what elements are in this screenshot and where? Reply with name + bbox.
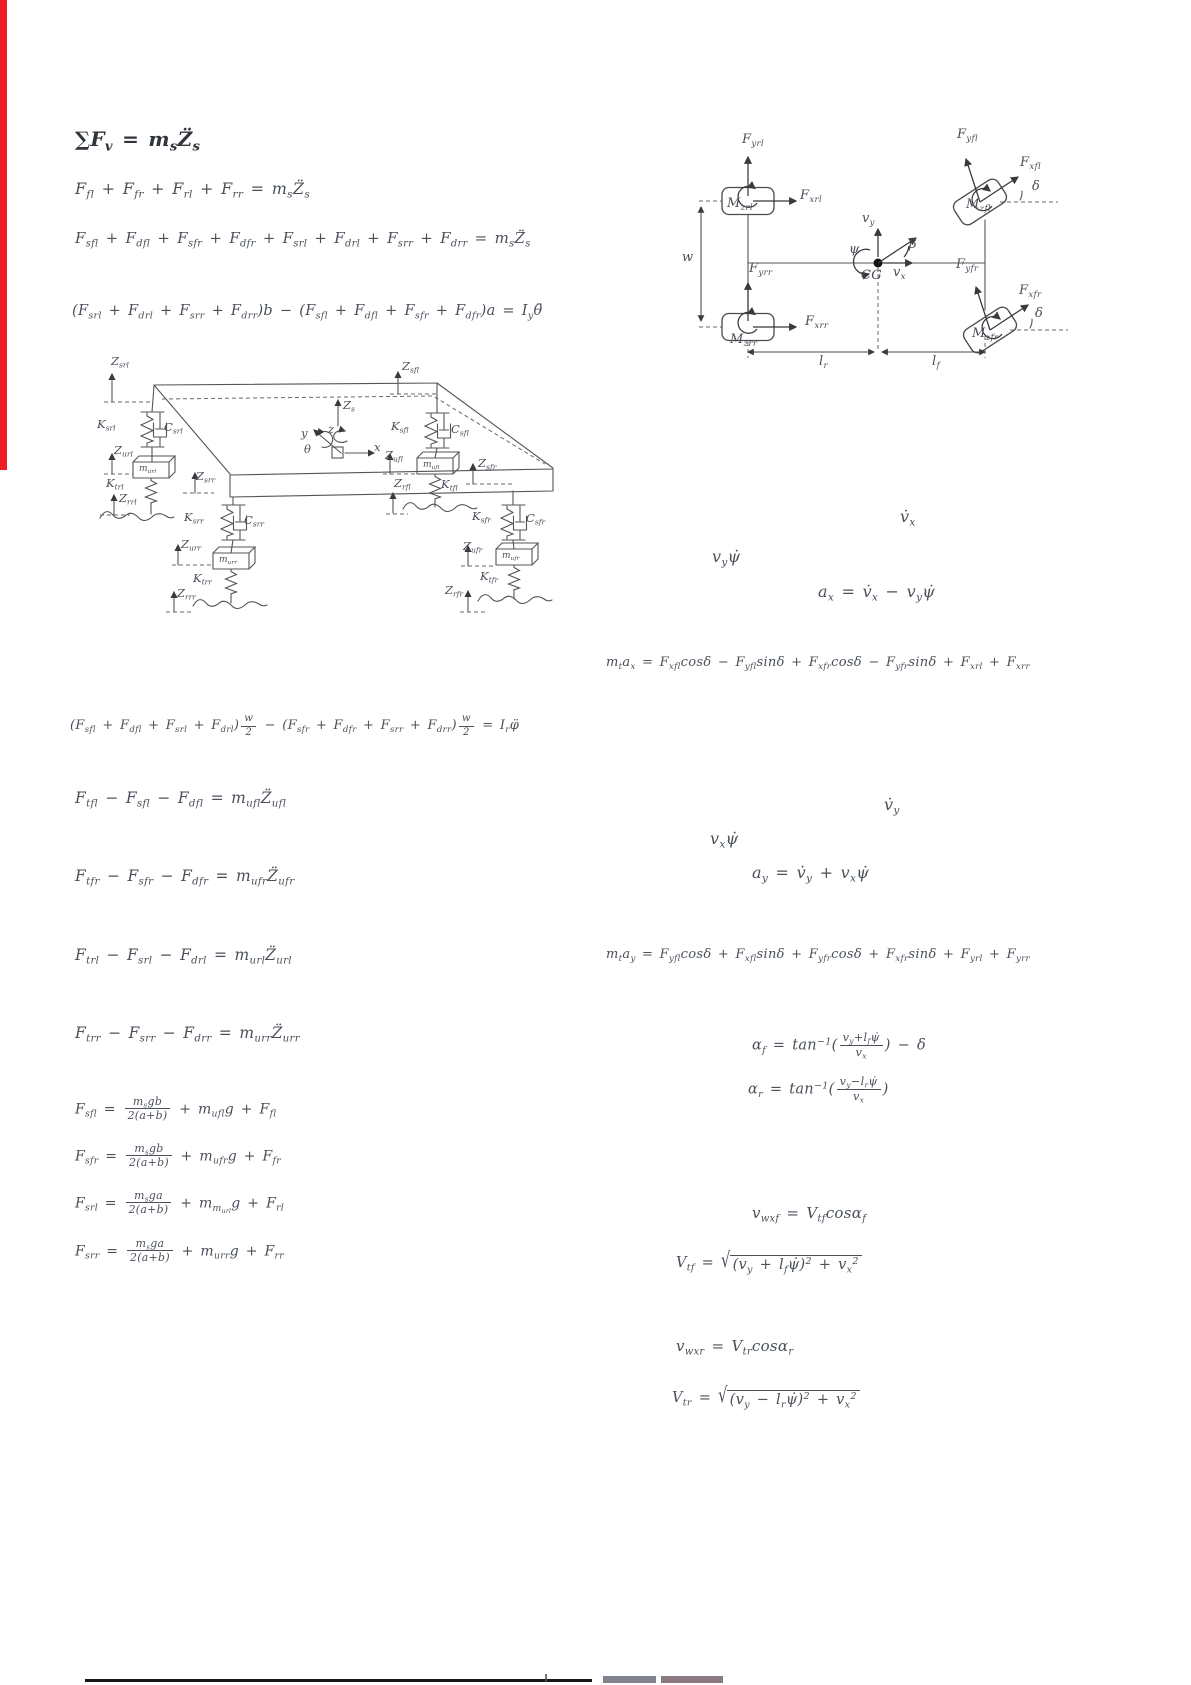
label-zsfl: $Z_{sfl}$ bbox=[402, 359, 419, 375]
eq-vy-dot-term: $v̇_y$ bbox=[884, 795, 900, 817]
eq-corner-forces-sum: $F_{fl} + F_{fr} + F_{rl} + F_{rr}$ = $m_sZ̈_s$ bbox=[75, 179, 311, 201]
label-cg: CG bbox=[861, 268, 882, 283]
footer-artifact bbox=[661, 1676, 723, 1683]
label-beta: β bbox=[909, 237, 917, 252]
label-csfl: $C_{sfl}$ bbox=[451, 422, 469, 438]
label-murr: $m_{urr}$ bbox=[219, 555, 238, 567]
eq-longitudinal-acceleration: $a_x$ = $v̇_x$ − $v_y\psi̇$ bbox=[818, 582, 936, 604]
label-zrfl: $Z_{rfl}$ bbox=[394, 476, 411, 492]
label-ktfl: $K_{tfl}$ bbox=[441, 477, 458, 493]
label-theta-axis: θ bbox=[304, 442, 311, 456]
label-ktfr: $K_{tfr}$ bbox=[480, 569, 499, 585]
label-fyrl: $F_{yrl}$ bbox=[742, 132, 764, 149]
eq-rear-slip-angle: $\alpha_r = \tan^{-1}$( $\frac{v_y-l_r\psi̇}{v_x}$ ) bbox=[748, 1075, 889, 1105]
footer-artifact bbox=[603, 1676, 656, 1683]
label-z-axis: z bbox=[328, 422, 335, 436]
label-ktrl: $K_{trl}$ bbox=[106, 476, 124, 492]
eq-rear-tire-velocity: $V_{tr}$ = √ ($v_y$ − $l_r\psi̇)^2 + v_x^2$ bbox=[672, 1390, 860, 1409]
label-mzfr: $M_{zfr}$ bbox=[972, 326, 999, 343]
label-delta-front-right: δ bbox=[1035, 306, 1044, 321]
label-zurl: $Z_{url}$ bbox=[114, 443, 133, 459]
label-zrfr: $Z_{rfr}$ bbox=[445, 583, 464, 599]
label-mufr: $m_{ufr}$ bbox=[502, 551, 520, 563]
label-fyfr: $F_{yfr}$ bbox=[956, 257, 979, 274]
eq-front-wheel-velocity: $v_{wxf} = V_{tf}\cos\alpha_f$ bbox=[752, 1204, 867, 1225]
label-ksrr: $K_{srr}$ bbox=[184, 510, 204, 526]
eq-static-load-fr: $F_{sfr}$ = $\frac{m_sgb}{2(a+b)}$ + $m_{ufr}g + F_{fr}$ bbox=[75, 1142, 281, 1170]
label-zufl: $Z_{ufl}$ bbox=[385, 448, 403, 464]
suspension-corner-front-right bbox=[460, 464, 552, 612]
eq-static-load-rl: $F_{srl}$ = $\frac{m_sga}{2(a+b)}$ + $m_{m_{url}}g + F_{rl}$ bbox=[75, 1189, 285, 1217]
label-delta-front-left: δ bbox=[1032, 179, 1041, 194]
eq-static-load-fl: $F_{sfl}$ = $\frac{m_sgb}{2(a+b)}$ + $m_{ufl}g + F_{fl}$ bbox=[75, 1095, 277, 1123]
label-mzrl: $M_{zrl}$ bbox=[727, 196, 753, 213]
eq-front-tire-velocity: $V_{tf}$ = √ ($v_y$ + $l_f\psi̇)^2 + v_x^2$ bbox=[676, 1255, 862, 1274]
label-zsrr: $Z_{srr}$ bbox=[196, 469, 216, 485]
label-zufr: $Z_{ufr}$ bbox=[463, 539, 483, 555]
eq-lateral-force-balance: $m_ta_y = F_{yfl}\cos\delta + F_{xfl}\sin\delta + F_{yfr}\cos\delta + F_{xfr}\sin\delta + F_{yrl} + F_{yrr}$ bbox=[606, 947, 1030, 964]
label-mufl: $m_{ufl}$ bbox=[423, 460, 440, 472]
label-lf: $l_f$ bbox=[932, 354, 940, 371]
eq-lateral-acceleration: $a_y$ = $v̇_y$ + $v_x\psi̇$ bbox=[752, 863, 870, 885]
label-csrr: $C_{srr}$ bbox=[244, 513, 264, 529]
label-mzfl: $M_{zfl}$ bbox=[966, 197, 991, 214]
label-csfr: $C_{sfr}$ bbox=[526, 511, 546, 527]
eq-roll-moment: $(F_{sfl} + F_{dfl} + F_{srl} + F_{drl})$ $\frac{w}{2}$ − $(F_{sfr} + F_{dfr} + F_{srr} + F_{drr})$ $\frac{w}{2}$ = $I_r\varphï$ bbox=[70, 713, 520, 738]
label-ksfr: $K_{sfr}$ bbox=[472, 509, 491, 525]
label-zsrl: $Z_{srl}$ bbox=[111, 354, 129, 370]
footer-rule bbox=[85, 1679, 592, 1682]
footer-artifact bbox=[545, 1674, 547, 1682]
eq-vx-psi-term: $v_x\psi̇$ bbox=[710, 829, 739, 851]
eq-unsprung-mass-fl: $F_{tfl} - F_{sfl} - F_{dfl}$ = $m_{ufl}Z̈_{ufl}$ bbox=[75, 789, 287, 810]
label-ktrr: $K_{trr}$ bbox=[193, 571, 212, 587]
label-x-axis: x bbox=[374, 440, 381, 454]
label-csrl: $C_{srl}$ bbox=[164, 420, 183, 436]
eq-spring-damper-forces-sum: $F_{sfl} + F_{dfl} + F_{sfr} + F_{dfr} + F_{srl} + F_{drl} + F_{srr} + F_{drr}$ = $m_sZ̈_s$ bbox=[75, 229, 531, 250]
eq-front-slip-angle: $\alpha_f = \tan^{-1}$( $\frac{v_y+l_f\psi̇}{v_x}$ ) − δ bbox=[752, 1031, 926, 1061]
label-fyfl: $F_{yfl}$ bbox=[957, 127, 978, 144]
label-fxrr: $F_{xrr}$ bbox=[805, 314, 829, 331]
label-zs-axis: $Z_s$ bbox=[343, 398, 355, 414]
label-zsfr: $Z_{sfr}$ bbox=[478, 456, 497, 472]
label-lr: $l_r$ bbox=[819, 354, 828, 371]
eq-unsprung-mass-rr: $F_{trr} - F_{srr} - F_{drr}$ = $m_{urr}Z̈_{urr}$ bbox=[75, 1024, 300, 1045]
eq-unsprung-mass-fr: $F_{tfr} - F_{sfr} - F_{dfr}$ = $m_{ufr}Z̈_{ufr}$ bbox=[75, 867, 295, 888]
eq-static-load-rr: $F_{srr}$ = $\frac{m_sga}{2(a+b)}$ + $m_{urr}g + F_{rr}$ bbox=[75, 1237, 284, 1265]
label-fxrl: $F_{xrl}$ bbox=[800, 188, 822, 205]
eq-sum-vertical-forces: $\sum F_v$ = $m_sZ̈_s$ bbox=[75, 127, 201, 155]
eq-vx-dot-term: $v̇_x$ bbox=[900, 507, 916, 529]
tire-force-arrows bbox=[748, 157, 1028, 330]
eq-unsprung-mass-rl: $F_{trl} - F_{srl} - F_{drl}$ = $m_{url}Z̈_{url}$ bbox=[75, 946, 292, 967]
label-fxfl: $F_{xfl}$ bbox=[1020, 155, 1041, 172]
label-ksfl: $K_{sfl}$ bbox=[391, 419, 409, 435]
label-mzrr: $M_{zrr}$ bbox=[730, 332, 758, 349]
eq-rear-wheel-velocity: $v_{wxr} = V_{tr}\cos\alpha_r$ bbox=[676, 1337, 794, 1358]
vehicle-top-view-diagram bbox=[699, 157, 1068, 358]
eq-vy-psi-term: $v_y\psi̇$ bbox=[712, 547, 741, 569]
label-vy: $v_y$ bbox=[862, 211, 875, 228]
label-zrrl: $Z_{rrl}$ bbox=[119, 491, 137, 507]
label-murl: $m_{url}$ bbox=[139, 464, 157, 476]
label-track-width: w bbox=[682, 250, 694, 265]
label-zrrr: $Z_{rrr}$ bbox=[177, 586, 196, 602]
label-psi: ψ bbox=[849, 242, 860, 257]
label-fyrr: $F_{yrr}$ bbox=[749, 261, 773, 278]
label-vx: $v_x$ bbox=[893, 265, 906, 282]
label-fxfr: $F_{xfr}$ bbox=[1019, 283, 1042, 300]
label-y-axis: y bbox=[301, 426, 308, 440]
label-zurr: $Z_{urr}$ bbox=[181, 537, 202, 553]
eq-pitch-moment: $(F_{srl} + F_{drl} + F_{srr} + F_{drr})b - (F_{sfl} + F_{dfl} + F_{sfr} + F_{dfr})a$ = $I_y\thetä$ bbox=[72, 303, 543, 322]
eq-longitudinal-force-balance: $m_ta_x = F_{xfl}\cos\delta - F_{yfl}\sin\delta + F_{xfr}\cos\delta - F_{yfr}\sin\delta + F_{xrl} + F_{xrr}$ bbox=[606, 655, 1030, 672]
label-ksrl: $K_{srl}$ bbox=[97, 417, 116, 433]
